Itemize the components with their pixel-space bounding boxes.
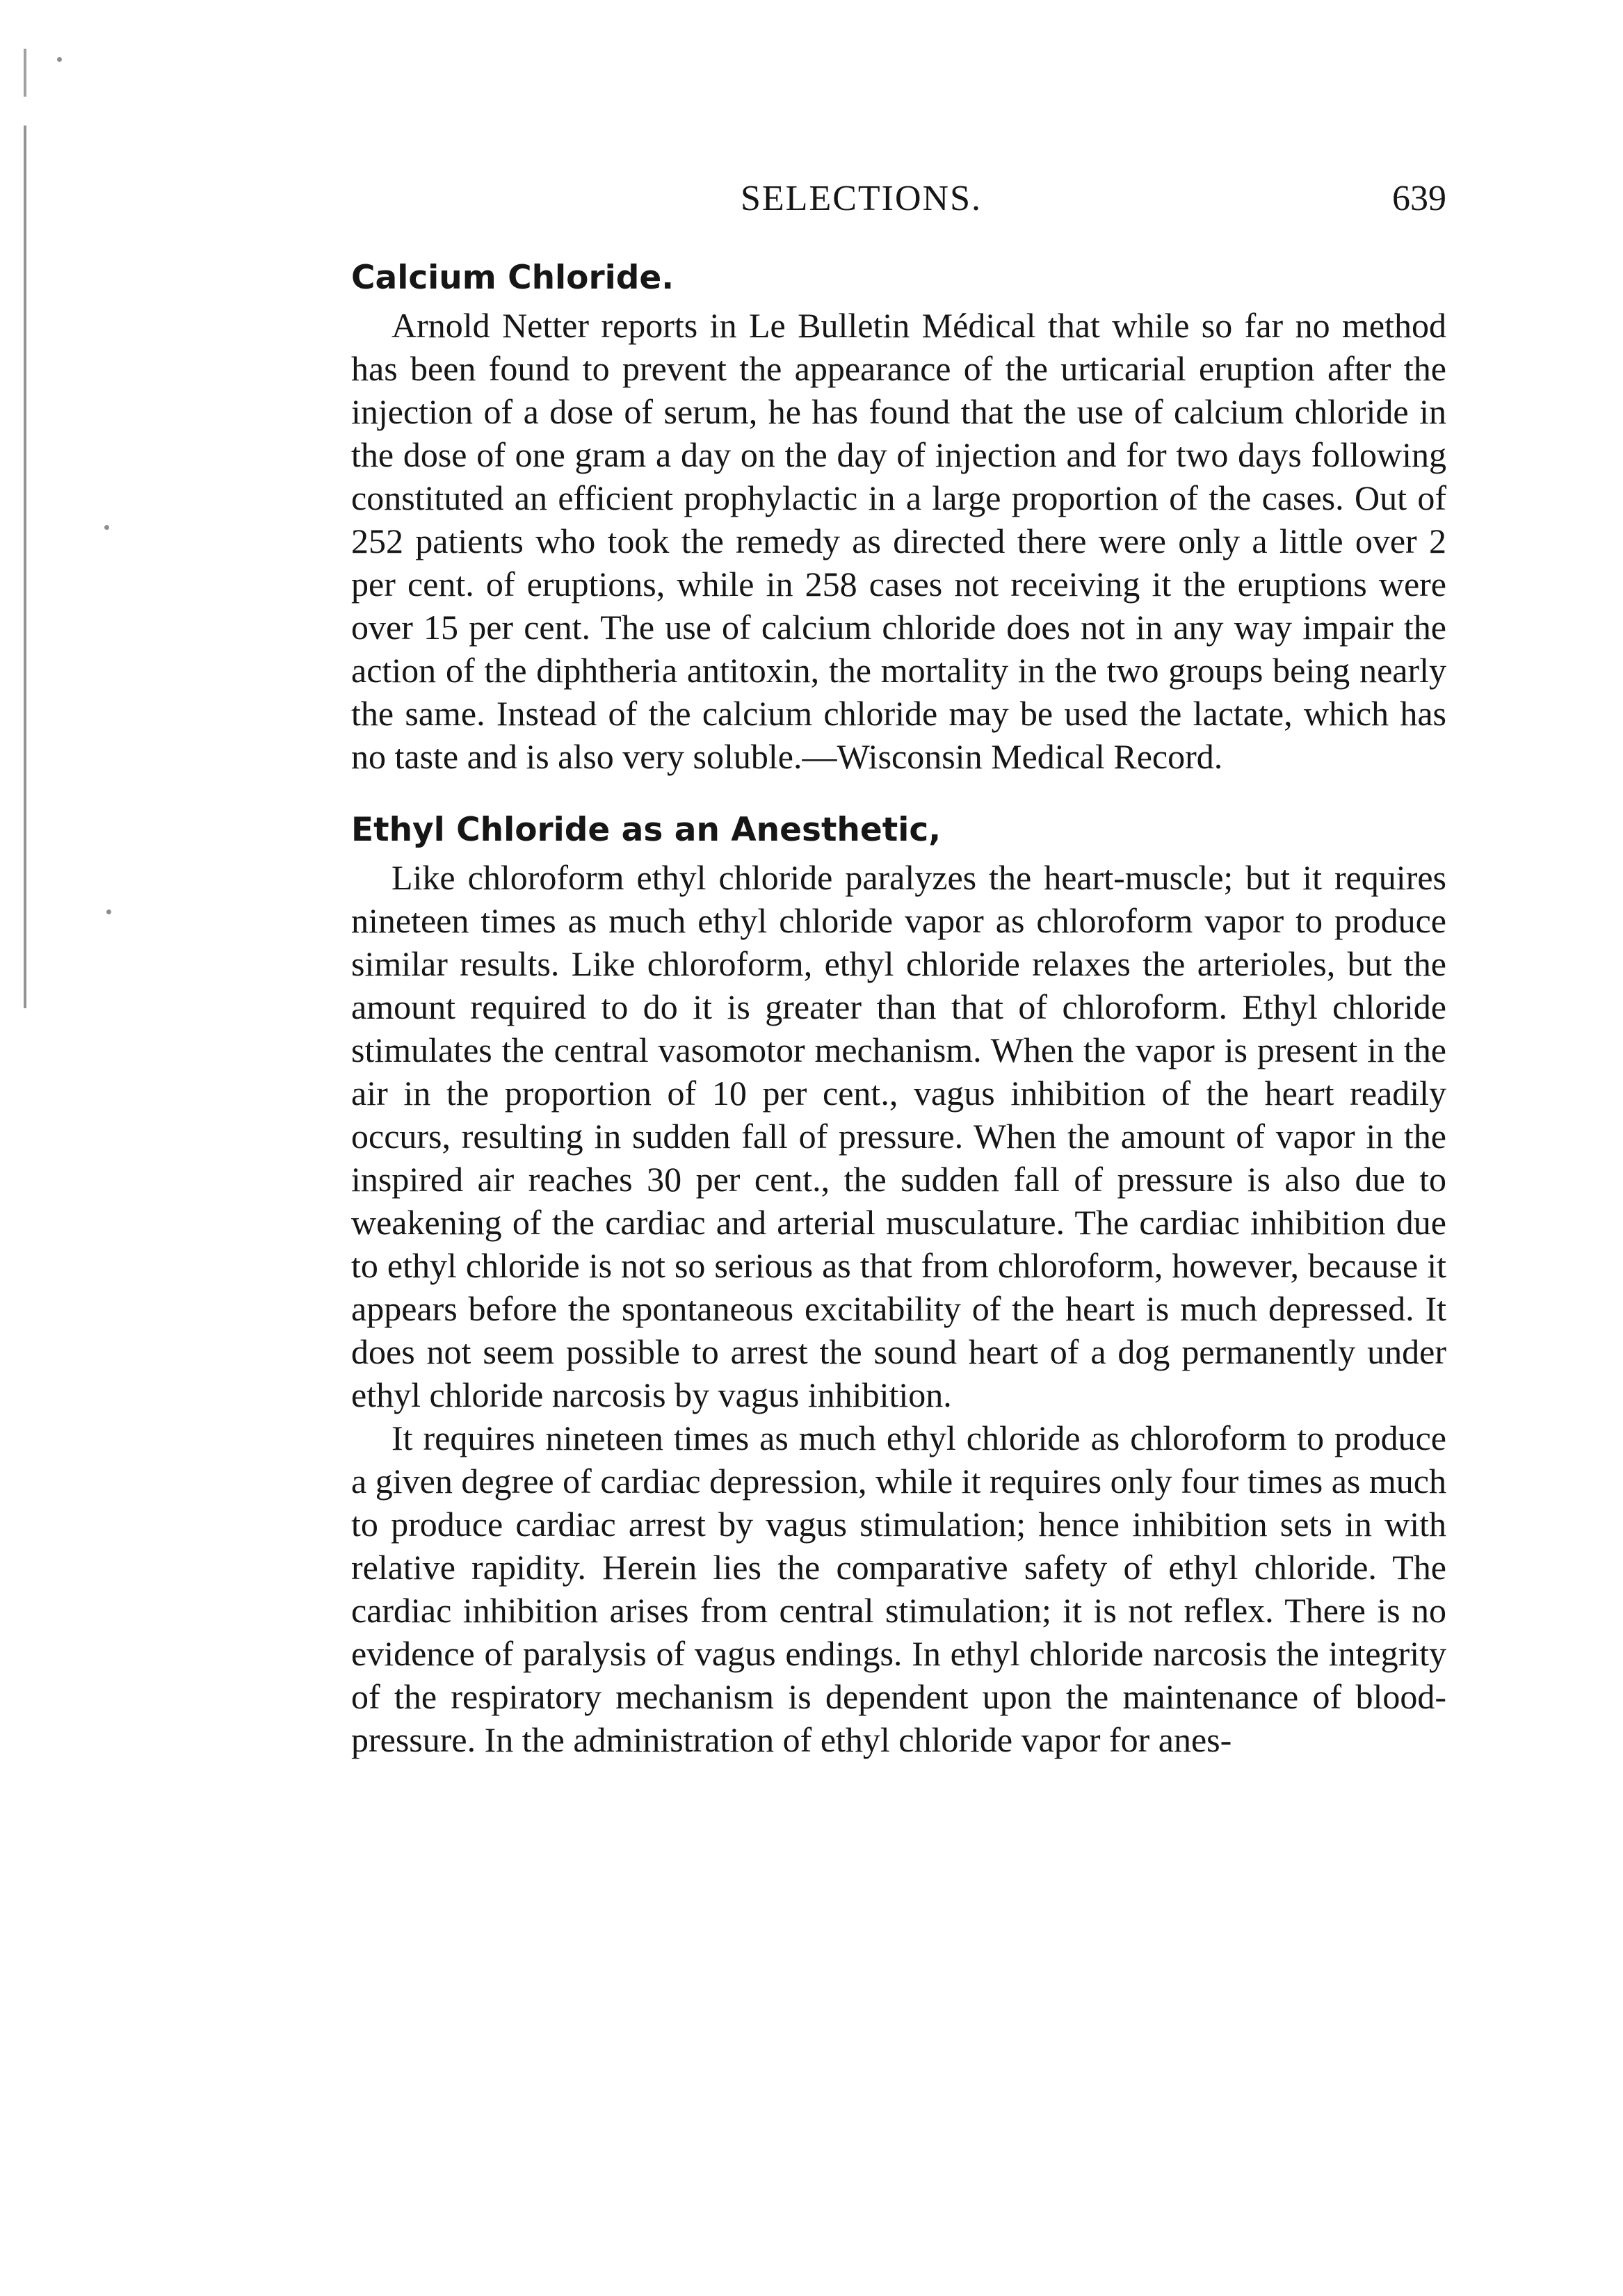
section-spacing [351,778,1446,810]
running-title: SELECTIONS. [741,179,982,218]
ethyl-chloride-section [351,810,1446,1761]
running-head [351,177,1446,226]
body-paragraph: Like chloroform ethyl chloride paralyzes the heart-muscle; but it requires nineteen times as much ethyl chloride vapor as chloroform vapor to produce similar results. Like chloroform, ethyl chloride relaxes the arterioles, but the amount required to do it is greater than that of chloroform. Ethyl chloride stimulates the central vasomotor mechanism. When the vapor is present in the air in the proportion of 10 per cent., vagus inhibition of the heart readily occurs, resulting in sudden fall of pressure. When the amount of vapor in the inspired air reaches 30 per cent., the sudden fall of pressure is also due to weakening of the cardiac and arterial musculature. The cardiac inhibition due to ethyl chloride is not so serious as that from chloroform, however, because it appears before the spontaneous excitability of the heart is much depressed. It does not seem possible to arrest the sound heart of a dog permanently under ethyl chloride narcosis by vagus inhibition. [351,858,1446,1414]
section-heading: Calcium Chloride. [351,259,675,297]
page-number: 639 [1392,179,1446,218]
document-page [351,177,1446,1761]
body-paragraph: Arnold Netter reports in Le Bulletin Médical that while so far no method has been found to prevent the appearance of the urticarial eruption after the injection of a dose of serum, he has found that the use of calcium chloride in the dose of one gram a day on the day of injection and for two days following constituted an efficient prophylactic in a large proportion of the cases. Out of 252 patients who took the remedy as directed there were only a little over 2 per cent. of eruptions, while in 258 cases not receiving it the eruptions were over 15 per cent. The use of calcium chloride does not in any way impair the action of the diphtheria antitoxin, the mortality in the two groups being nearly the same. Instead of the calcium chloride may be used the lactate, which has no taste and is also very soluble.—Wisconsin Medical Record. [351,306,1446,776]
scan-speck [106,909,111,914]
scan-speck [104,525,109,530]
scan-edge-shadow [24,49,26,1008]
section-heading: Ethyl Chloride as an Anesthetic, [351,811,942,849]
scan-speck [57,57,62,62]
calcium-chloride-section [351,258,1446,778]
body-paragraph: It requires nineteen times as much ethyl chloride as chloroform to produce a given degree of cardiac depression, while it requires only four times as much to produce cardiac arrest by vagus stimulation; hence inhibition sets in with relative rapidity. Herein lies the comparative safety of ethyl chloride. The cardiac inhibition arises from central stimulation; it is not reflex. There is no evidence of paralysis of vagus endings. In ethyl chloride narcosis the integrity of the respiratory mechanism is dependent upon the maintenance of blood-pressure. In the administration of ethyl chloride vapor for anes- [351,1418,1446,1759]
